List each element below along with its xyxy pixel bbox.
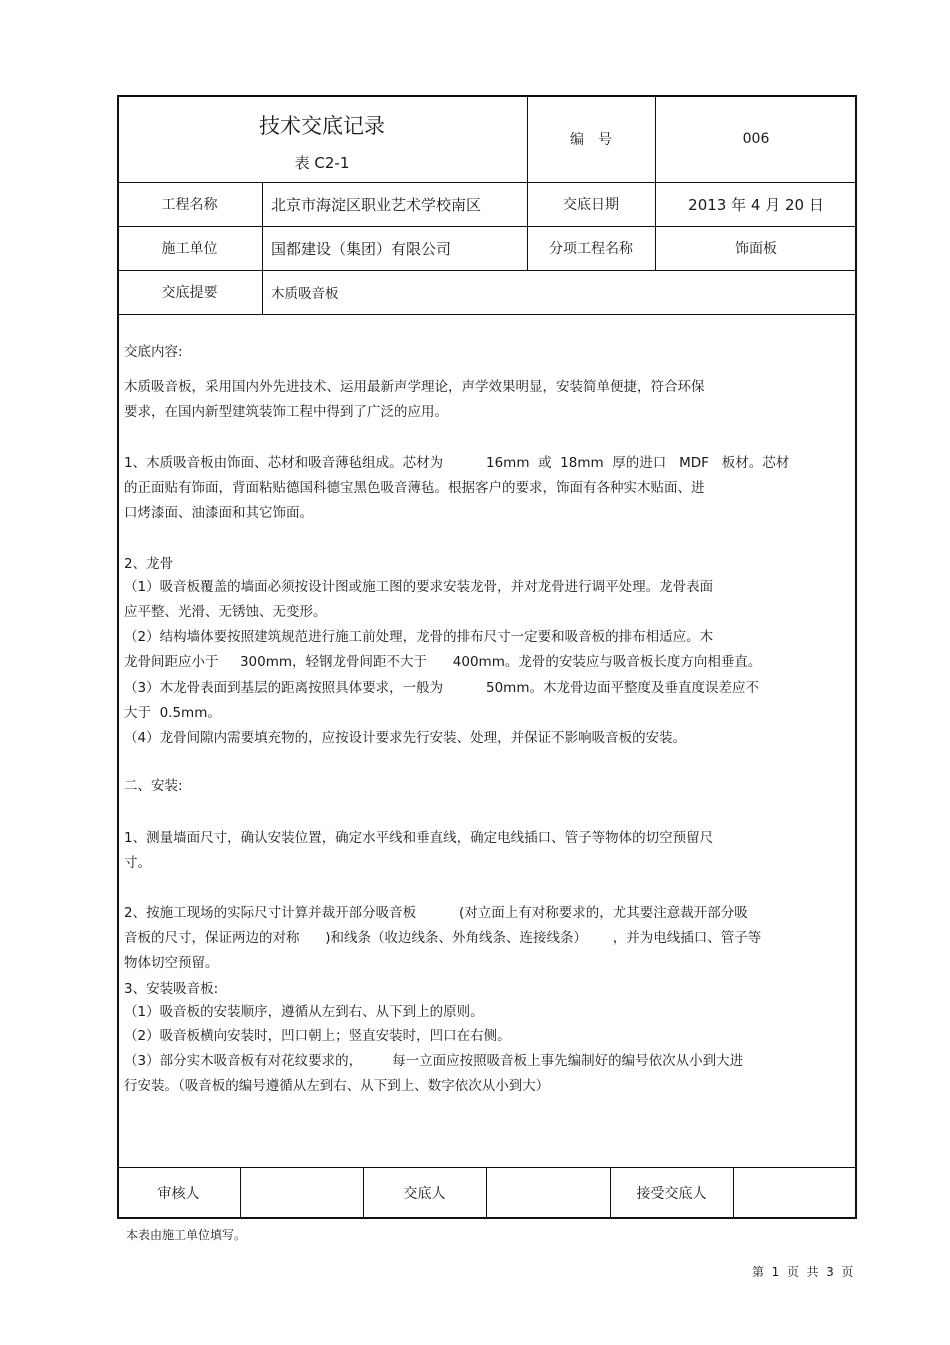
- receiver-label: 接受交底人: [636, 1186, 707, 1202]
- content-line: 龙骨间距应小于 300mm，轻钢龙骨间距不大于 400mm。龙骨的安装应与吸音板长度方向相垂直。: [124, 654, 762, 670]
- summary-label: 交底提要: [161, 285, 218, 301]
- content-line: （3）木龙骨表面到基层的距离按照具体要求，一般为 50mm。木龙骨边面平整度及垂直度误差应不: [124, 680, 759, 696]
- summary-value: 木质吸音板: [271, 286, 339, 302]
- content-line: 二、安装:: [124, 778, 183, 794]
- discloser-label: 交底人: [403, 1186, 446, 1202]
- content-line: 的正面贴有饰面，背面粘贴德国科德宝黑色吸音薄毡。根据客户的要求，饰面有各种实木贴面、进: [124, 480, 705, 496]
- project-label: 工程名称: [161, 197, 218, 213]
- company-label: 施工单位: [161, 241, 218, 257]
- content-line: 木质吸音板，采用国内外先进技术、运用最新声学理论，声学效果明显，安装简单便捷，符合环保: [124, 379, 705, 395]
- form-title: 技术交底记录: [259, 114, 385, 138]
- content-line: （2）吸音板横向安装时，凹口朝上；竖直安装时，凹口在右侧。: [124, 1028, 511, 1044]
- project-value: 北京市海淀区职业艺术学校南区: [271, 195, 482, 214]
- subitem-value: 饰面板: [735, 241, 777, 257]
- date-label: 交底日期: [563, 197, 619, 213]
- reviewer-label: 审核人: [157, 1186, 200, 1202]
- content-line: 音板的尺寸，保证两边的对称 )和线条（收边线条、外角线条、连接线条） ，并为电线插口、管子等: [124, 930, 762, 946]
- content-line: 大于 0.5mm。: [124, 705, 221, 721]
- subitem-label: 分项工程名称: [549, 241, 633, 257]
- company-value: 国都建设（集团）有限公司: [271, 239, 452, 258]
- reviewer-signature-field[interactable]: [240, 1167, 363, 1219]
- content-line: 要求，在国内新型建筑装饰工程中得到了广泛的应用。: [124, 404, 448, 420]
- content-line: 1、测量墙面尺寸，确认安装位置，确定水平线和垂直线，确定电线插口、管子等物体的切空预留尺: [124, 830, 714, 846]
- number-value: 006: [742, 130, 770, 147]
- content-line: 寸。: [124, 855, 151, 871]
- page-info: 第 1 页 共 3 页: [752, 1265, 854, 1279]
- date-value: 2013 年 4 月 20 日: [688, 195, 824, 214]
- content-line: 口烤漆面、油漆面和其它饰面。: [124, 505, 313, 521]
- content-line: 1、木质吸音板由饰面、芯材和吸音薄毡组成。芯材为 16mm 或 18mm 厚的进口 MDF 板材。芯材: [124, 455, 790, 471]
- number-label: 编 号: [570, 131, 612, 148]
- form-number: 表 C2-1: [294, 153, 350, 172]
- content-line: 行安装。（吸音板的编号遵循从左到右、从下到上、数字依次从小到大）: [124, 1078, 550, 1094]
- grid-line: [117, 314, 857, 315]
- content-line: （1）吸音板的安装顺序，遵循从左到右、从下到上的原则。: [124, 1004, 484, 1020]
- content-line: 2、按施工现场的实际尺寸计算并裁开部分吸音板 (对立面上有对称要求的，尤其要注意裁开部分吸: [124, 905, 748, 921]
- content-line: （1）吸音板覆盖的墙面必须按设计图或施工图的要求安装龙骨，并对龙骨进行调平处理。龙骨表面: [124, 579, 714, 595]
- receiver-signature-field[interactable]: [733, 1167, 857, 1219]
- content-line: （2）结构墙体要按照建筑规范进行施工前处理，龙骨的排布尺寸一定要和吸音板的排布相适应。木: [124, 629, 714, 645]
- content-line: 物体切空预留。: [124, 955, 219, 971]
- grid-line: [262, 182, 263, 314]
- content-line: 交底内容:: [124, 344, 183, 360]
- content-line: 2、龙骨: [124, 556, 174, 572]
- content-line: （4）龙骨间隙内需要填充物的，应按设计要求先行安装、处理，并保证不影响吸音板的安装。: [124, 730, 687, 746]
- footer-note: 本表由施工单位填写。: [126, 1228, 247, 1242]
- content-line: （3）部分实木吸音板有对花纹要求的， 每一立面应按照吸音板上事先编制好的编号依次从小到大进: [124, 1053, 744, 1069]
- content-line: 3、安装吸音板:: [124, 981, 219, 997]
- discloser-signature-field[interactable]: [486, 1167, 610, 1219]
- content-line: 应平整、光滑、无锈蚀、无变形。: [124, 604, 327, 620]
